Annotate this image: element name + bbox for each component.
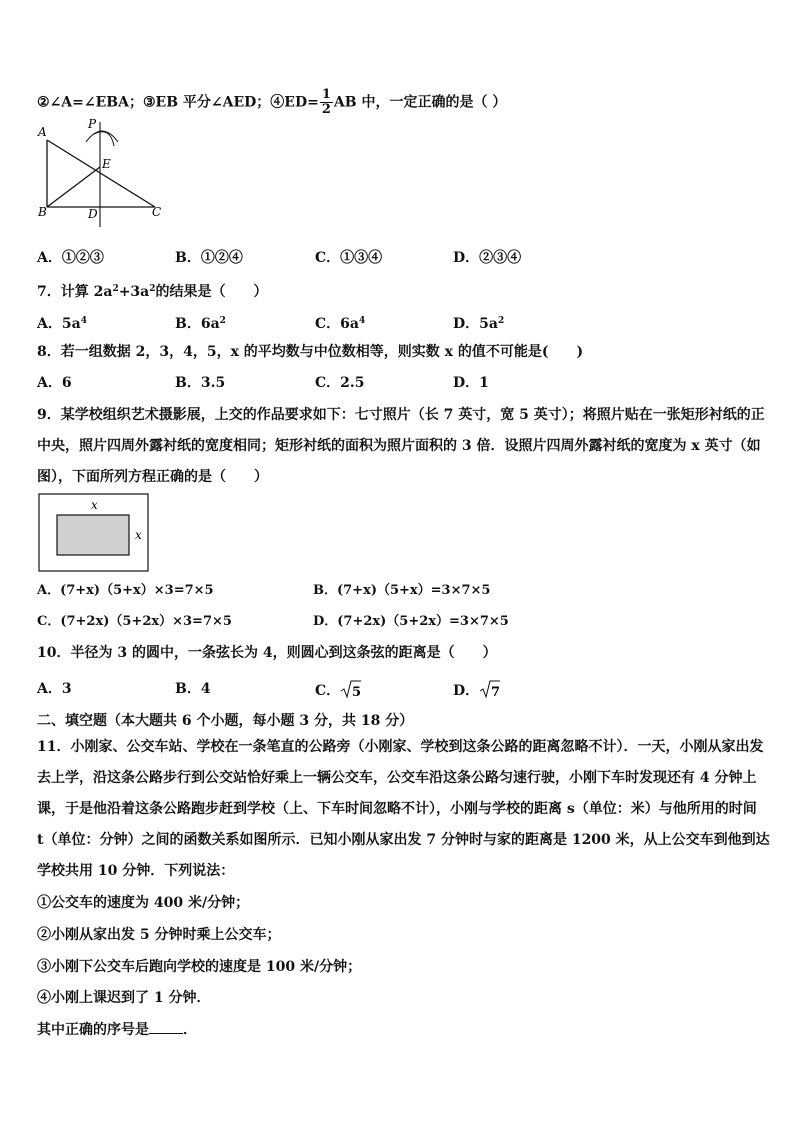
- q11-answer-line: [37, 1019, 197, 1040]
- sqrt-symbol: [340, 679, 362, 699]
- label-x-right: x: [135, 528, 142, 542]
- q6-option-d[interactable]: D．②③④: [453, 250, 522, 266]
- photo: [57, 515, 129, 555]
- q9-option-d[interactable]: D．(7+2x)（5+2x）=3×7×5: [313, 614, 509, 629]
- q11-item-1: ①公交车的速度为 400 米/分钟；: [37, 895, 250, 911]
- q7-option-a-sup: 4: [80, 316, 87, 326]
- q10-option-d[interactable]: [453, 679, 501, 701]
- q8-option-a[interactable]: A．6: [37, 375, 72, 391]
- sqrt-c-radicand: 5: [352, 685, 362, 699]
- q6-stem-prefix: ②∠A=∠EBA；③EB 平分∠AED；④ED=: [37, 94, 319, 111]
- q10-stem: 10．半径为 3 的圆中，一条弦长为 4，则圆心到这条弦的距离是（ ）: [37, 645, 497, 661]
- q7-option-b-base: B．6a: [175, 316, 220, 332]
- q11-item-4: ④小刚上课迟到了 1 分钟．: [37, 990, 211, 1006]
- q7-option-b-sup: 2: [219, 316, 226, 326]
- q7-stem: [37, 279, 268, 302]
- q7-option-a[interactable]: [37, 311, 87, 334]
- arc-mark: [86, 131, 118, 142]
- q6-option-b[interactable]: B．①②④: [175, 250, 243, 266]
- sqrt-d-radicand: 7: [491, 685, 501, 699]
- q11-answer-prefix: 其中正确的序号是: [37, 1022, 149, 1038]
- q10-option-b[interactable]: B．4: [175, 681, 211, 697]
- q6-stem-suffix: AB 中，一定正确的是（ ）: [333, 94, 507, 111]
- q8-option-d[interactable]: D．1: [453, 375, 489, 391]
- label-P: P: [88, 117, 97, 131]
- q6-triangle-figure: [30, 112, 180, 232]
- q9-option-a[interactable]: A．(7+x)（5+x）×3=7×5: [37, 583, 214, 598]
- q11-stem-line-4: t（单位：分钟）之间的函数关系如图所示．已知小刚从家出发 7 分钟时与家的距离是 1200 米，从上公交车到他到达: [37, 832, 770, 848]
- q6-option-c[interactable]: C．①③④: [315, 250, 383, 266]
- q11-stem-line-1: 11．小刚家、公交车站、学校在一条笔直的公路旁（小刚家、学校到这条公路的距离忽略不计）．一天，小刚从家出发: [37, 739, 764, 755]
- q11-item-3: ③小刚下公交车后跑向学校的速度是 100 米/分钟；: [37, 959, 362, 975]
- q10-option-a[interactable]: A．3: [37, 681, 72, 697]
- q7-option-d-base: D．5a: [453, 316, 498, 332]
- q9-photo-mat-figure: [38, 493, 150, 573]
- label-A: A: [38, 125, 47, 139]
- q7-option-a-base: A．5a: [37, 316, 81, 332]
- q7-option-d-sup: 2: [497, 316, 505, 326]
- q11-stem-line-2: 去上学，沿这条公路步行到公交站恰好乘上一辆公交车，公交车沿这条公路匀速行驶，小刚下车时发现还有 4 分钟上: [37, 770, 757, 786]
- label-C: C: [152, 205, 162, 219]
- q11-answer-suffix: ．: [183, 1022, 197, 1038]
- q7-exponent-2: 2: [149, 284, 156, 294]
- q7-stem-part-b: +3a: [118, 284, 150, 300]
- label-D: D: [88, 207, 98, 221]
- frac-numerator: 1: [321, 87, 331, 102]
- q10-option-c[interactable]: [315, 679, 362, 701]
- q8-option-c[interactable]: C．2.5: [315, 375, 365, 391]
- label-x-top: x: [91, 498, 98, 512]
- q7-option-c-base: C．6a: [315, 316, 359, 332]
- q10-option-d-label: D．: [453, 683, 480, 699]
- sqrt-symbol: [479, 679, 501, 699]
- label-B: B: [38, 205, 47, 219]
- q7-option-b[interactable]: [175, 311, 226, 334]
- fraction-one-half: [320, 88, 333, 117]
- q7-option-c[interactable]: [315, 311, 365, 334]
- q9-stem-line-2: 中央，照片四周外露衬纸的宽度相同；矩形衬纸的面积为照片面积的 3 倍．设照片四周外露衬纸的宽度为 x 英寸（如: [37, 438, 761, 454]
- segment-BE: [47, 167, 100, 207]
- q9-stem-line-1: 9．某学校组织艺术摄影展，上交的作品要求如下：七寸照片（长 7 英寸，宽 5 英寸）；将照片贴在一张矩形衬纸的正: [37, 407, 765, 423]
- label-E: E: [102, 157, 111, 171]
- q7-option-c-sup: 4: [358, 316, 366, 326]
- q7-stem-part-c: 的结果是（ ）: [155, 284, 268, 300]
- q7-exponent-1: 2: [112, 284, 119, 294]
- q11-item-2: ②小刚从家出发 5 分钟时乘上公交车；: [37, 927, 281, 943]
- q8-option-b[interactable]: B．3.5: [175, 375, 226, 391]
- segment-AC: [47, 140, 155, 207]
- answer-blank[interactable]: [149, 1019, 183, 1034]
- q8-stem: 8．若一组数据 2，3，4，5，x 的平均数与中位数相等，则实数 x 的值不可能是( ): [37, 344, 584, 360]
- q9-option-b[interactable]: B．(7+x)（5+x）=3×7×5: [313, 583, 491, 598]
- q9-option-c[interactable]: C．(7+2x)（5+2x）×3=7×5: [37, 614, 232, 629]
- q11-stem-line-5: 学校共用 10 分钟．下列说法：: [37, 863, 235, 879]
- q11-stem-line-3: 课，于是他沿着这条公路跑步赶到学校（上、下车时间忽略不计），小刚与学校的距离 s（单位：米）与他所用的时间: [37, 801, 757, 817]
- q7-stem-part-a: 7．计算 2a: [37, 284, 113, 300]
- q9-stem-line-3: 图），下面所列方程正确的是（ ）: [37, 469, 268, 485]
- q10-option-c-label: C．: [315, 683, 341, 699]
- section-2-heading: 二、填空题（本大题共 6 个小题，每小题 3 分，共 18 分）: [37, 713, 414, 729]
- q7-option-d[interactable]: [453, 311, 504, 334]
- q6-option-a[interactable]: A．①②③: [37, 250, 104, 266]
- frac-denominator: 2: [321, 102, 331, 117]
